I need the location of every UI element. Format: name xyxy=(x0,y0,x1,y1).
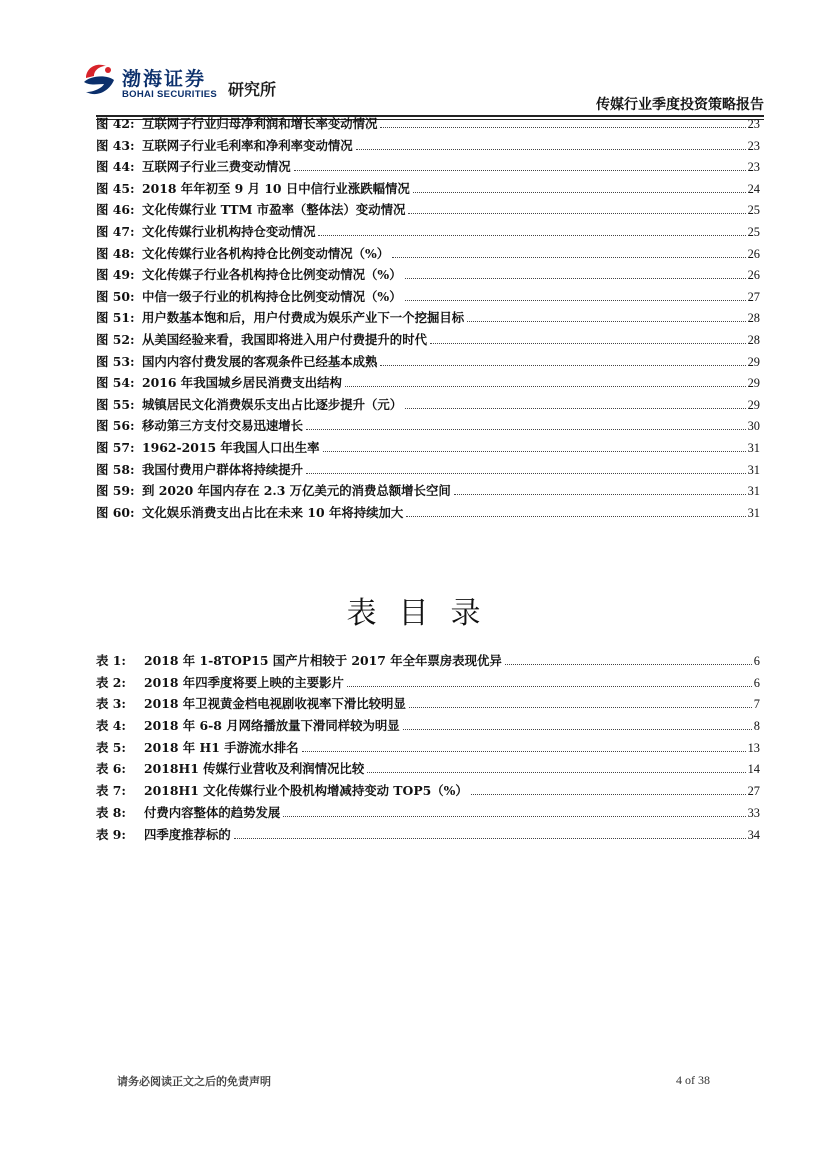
toc-entry-page: 7 xyxy=(753,697,760,712)
toc-entry-label: 图 52: xyxy=(96,331,135,347)
toc-entry-page: 28 xyxy=(747,332,760,347)
toc-entry-page: 24 xyxy=(747,181,760,196)
toc-entry-title: 互联网子行业三费变动情况 xyxy=(142,159,291,175)
toc-leader-dots xyxy=(430,343,746,344)
toc-entry[interactable] xyxy=(96,114,760,136)
brand-name-cn: 渤海证券 xyxy=(122,68,207,90)
toc-entry-title: 国内内容付费发展的客观条件已经基本成熟 xyxy=(142,353,378,369)
toc-entry-title: 2018 年 6-8 月网络播放量下滑同样较为明显 xyxy=(144,718,400,734)
toc-entry-label: 图 50: xyxy=(96,288,135,304)
toc-entry-title: 2018 年年初至 9 月 10 日中信行业涨跌幅情况 xyxy=(142,180,410,196)
toc-entry-title: 我国付费用户群体将持续提升 xyxy=(142,461,304,477)
toc-entry[interactable] xyxy=(96,759,760,781)
toc-entry-page: 31 xyxy=(747,484,760,499)
toc-entry[interactable] xyxy=(96,481,760,503)
toc-entry-label: 图 58: xyxy=(96,461,135,477)
brand-name-en: BOHAI SECURITIES xyxy=(122,89,218,100)
toc-leader-dots xyxy=(405,300,746,301)
toc-leader-dots xyxy=(347,686,752,687)
toc-entry-label: 表 7: xyxy=(96,783,126,799)
toc-entry[interactable] xyxy=(96,352,760,374)
toc-entry[interactable] xyxy=(96,651,760,673)
toc-entry[interactable] xyxy=(96,738,760,760)
toc-leader-dots xyxy=(367,772,745,773)
toc-entry-title: 1962-2015 年我国人口出生率 xyxy=(142,439,320,455)
toc-leader-dots xyxy=(234,838,746,839)
toc-entry-title: 四季度推荐标的 xyxy=(144,826,231,842)
toc-entry-label: 图 56: xyxy=(96,418,135,434)
toc-entry-title: 2018 年卫视黄金档电视剧收视率下滑比较明显 xyxy=(144,696,406,712)
toc-entry-page: 29 xyxy=(747,354,760,369)
toc-entry[interactable] xyxy=(96,673,760,695)
toc-leader-dots xyxy=(405,408,745,409)
toc-entry-page: 34 xyxy=(747,827,760,842)
toc-entry-label: 表 8: xyxy=(96,804,126,820)
toc-entry-page: 29 xyxy=(747,376,760,391)
toc-entry[interactable] xyxy=(96,781,760,803)
toc-entry[interactable] xyxy=(96,373,760,395)
toc-entry-label: 图 57: xyxy=(96,439,135,455)
toc-leader-dots xyxy=(323,451,746,452)
toc-entry-title: 用户数基本饱和后，用户付费成为娱乐产业下一个挖掘目标 xyxy=(142,310,465,326)
toc-entry-page: 31 xyxy=(747,440,760,455)
toc-leader-dots xyxy=(406,516,745,517)
toc-entry-label: 图 42: xyxy=(96,116,135,131)
toc-entry[interactable] xyxy=(96,265,760,287)
toc-entry-page: 30 xyxy=(747,419,760,434)
toc-entry-label: 表 5: xyxy=(96,739,126,755)
toc-entry-title: 从美国经验来看，我国即将进入用户付费提升的时代 xyxy=(142,331,427,347)
figure-list xyxy=(96,114,760,524)
toc-entry-page: 27 xyxy=(747,289,760,304)
toc-entry-label: 表 4: xyxy=(96,718,126,734)
toc-entry[interactable] xyxy=(96,503,760,525)
toc-entry-page: 23 xyxy=(747,138,760,153)
toc-leader-dots xyxy=(454,494,746,495)
toc-entry-label: 图 49: xyxy=(96,267,135,283)
toc-entry[interactable] xyxy=(96,308,760,330)
toc-leader-dots xyxy=(380,127,745,128)
toc-leader-dots xyxy=(283,816,745,817)
toc-entry-label: 图 55: xyxy=(96,396,135,412)
toc-leader-dots xyxy=(403,729,752,730)
toc-entry-title: 文化传媒行业 TTM 市盈率（整体法）变动情况 xyxy=(142,202,406,218)
disclaimer-note: 请务必阅读正文之后的免责声明 xyxy=(117,1075,271,1088)
toc-leader-dots xyxy=(413,192,746,193)
toc-entry-page: 23 xyxy=(747,117,760,131)
toc-entry-label: 图 59: xyxy=(96,483,135,499)
toc-entry[interactable] xyxy=(96,416,760,438)
toc-leader-dots xyxy=(467,321,745,322)
toc-entry[interactable] xyxy=(96,395,760,417)
toc-entry-title: 移动第三方支付交易迅速增长 xyxy=(142,418,304,434)
toc-entry[interactable] xyxy=(96,716,760,738)
toc-entry[interactable] xyxy=(96,136,760,158)
toc-entry-title: 2018H1 传媒行业营收及利润情况比较 xyxy=(144,761,365,777)
page-header xyxy=(0,0,827,120)
toc-entry-title: 文化传媒行业各机构持仓比例变动情况（%） xyxy=(142,245,390,261)
toc-entry-label: 图 53: xyxy=(96,353,135,369)
toc-entry-title: 付费内容整体的趋势发展 xyxy=(144,804,281,820)
toc-entry-page: 27 xyxy=(747,784,760,799)
table-section-title: 表目录 xyxy=(346,596,503,631)
toc-entry-title: 2018H1 文化传媒行业个股机构增减持变动 TOP5（%） xyxy=(144,783,468,799)
toc-entry-page: 33 xyxy=(747,805,760,820)
toc-entry[interactable] xyxy=(96,200,760,222)
toc-entry-page: 31 xyxy=(747,462,760,477)
toc-leader-dots xyxy=(318,235,745,236)
toc-entry-page: 14 xyxy=(747,762,760,777)
toc-entry-label: 图 45: xyxy=(96,180,135,196)
toc-entry-page: 28 xyxy=(747,311,760,326)
toc-entry-title: 城镇居民文化消费娱乐支出占比逐步提升（元） xyxy=(142,396,403,412)
toc-entry[interactable] xyxy=(96,803,760,825)
toc-entry-title: 2016 年我国城乡居民消费支出结构 xyxy=(142,375,342,391)
page-number: 4 of 38 xyxy=(676,1073,710,1087)
toc-leader-dots xyxy=(392,257,745,258)
toc-leader-dots xyxy=(306,429,746,430)
toc-entry-label: 表 3: xyxy=(96,696,126,712)
toc-leader-dots xyxy=(294,170,746,171)
toc-entry-title: 互联网子行业归母净利润和增长率变动情况 xyxy=(142,116,378,131)
toc-entry[interactable] xyxy=(96,179,760,201)
toc-entry-page: 26 xyxy=(747,246,760,261)
toc-entry-label: 图 43: xyxy=(96,137,135,153)
toc-entry-page: 8 xyxy=(753,719,760,734)
toc-entry[interactable] xyxy=(96,694,760,716)
toc-entry[interactable] xyxy=(96,287,760,309)
toc-entry[interactable] xyxy=(96,438,760,460)
toc-leader-dots xyxy=(409,707,752,708)
toc-entry-label: 表 9: xyxy=(96,826,126,842)
toc-leader-dots xyxy=(345,386,746,387)
toc-entry[interactable] xyxy=(96,460,760,482)
toc-entry-label: 图 47: xyxy=(96,223,135,239)
toc-leader-dots xyxy=(471,794,746,795)
toc-entry-page: 13 xyxy=(747,740,760,755)
toc-entry-title: 文化传媒子行业各机构持仓比例变动情况（%） xyxy=(142,267,402,283)
table-list xyxy=(96,651,760,846)
toc-entry-title: 2018 年 H1 手游流水排名 xyxy=(144,739,299,755)
toc-entry-title: 互联网子行业毛利率和净利率变动情况 xyxy=(142,137,353,153)
toc-leader-dots xyxy=(505,664,752,665)
toc-entry-label: 图 46: xyxy=(96,202,135,218)
toc-entry-title: 文化娱乐消费支出占比在未来 10 年将持续加大 xyxy=(142,504,404,520)
toc-entry-page: 25 xyxy=(747,203,760,218)
toc-leader-dots xyxy=(405,278,746,279)
report-title: 传媒行业季度投资策略报告 xyxy=(596,97,764,113)
toc-entry-label: 表 1: xyxy=(96,653,126,668)
toc-entry[interactable] xyxy=(96,244,760,266)
toc-entry-page: 6 xyxy=(753,675,760,690)
toc-entry-page: 26 xyxy=(747,268,760,283)
toc-leader-dots xyxy=(306,473,746,474)
toc-leader-dots xyxy=(302,751,746,752)
toc-leader-dots xyxy=(380,365,745,366)
toc-entry-label: 图 54: xyxy=(96,375,135,391)
toc-entry-title: 到 2020 年国内存在 2.3 万亿美元的消费总额增长空间 xyxy=(142,483,451,499)
toc-leader-dots xyxy=(356,149,746,150)
toc-entry-page: 6 xyxy=(753,654,760,668)
department-label: 研究所 xyxy=(228,80,277,99)
toc-entry-page: 23 xyxy=(747,160,760,175)
toc-entry-page: 29 xyxy=(747,397,760,412)
toc-entry-page: 25 xyxy=(747,224,760,239)
toc-entry-label: 图 48: xyxy=(96,245,135,261)
toc-entry-title: 2018 年 1-8TOP15 国产片相较于 2017 年全年票房表现优异 xyxy=(144,653,502,668)
toc-entry[interactable] xyxy=(96,157,760,179)
toc-entry[interactable] xyxy=(96,330,760,352)
toc-entry[interactable] xyxy=(96,825,760,847)
toc-entry-label: 图 44: xyxy=(96,159,135,175)
toc-entry-label: 图 60: xyxy=(96,504,135,520)
toc-entry-title: 文化传媒行业机构持仓变动情况 xyxy=(142,223,316,239)
toc-entry-label: 图 51: xyxy=(96,310,135,326)
toc-entry[interactable] xyxy=(96,222,760,244)
toc-leader-dots xyxy=(408,213,745,214)
toc-entry-page: 31 xyxy=(747,505,760,520)
toc-entry-title: 中信一级子行业的机构持仓比例变动情况（%） xyxy=(142,288,402,304)
toc-entry-label: 表 6: xyxy=(96,761,126,777)
bohai-logo-icon xyxy=(80,60,118,100)
toc-entry-title: 2018 年四季度将要上映的主要影片 xyxy=(144,674,344,690)
toc-entry-label: 表 2: xyxy=(96,674,126,690)
